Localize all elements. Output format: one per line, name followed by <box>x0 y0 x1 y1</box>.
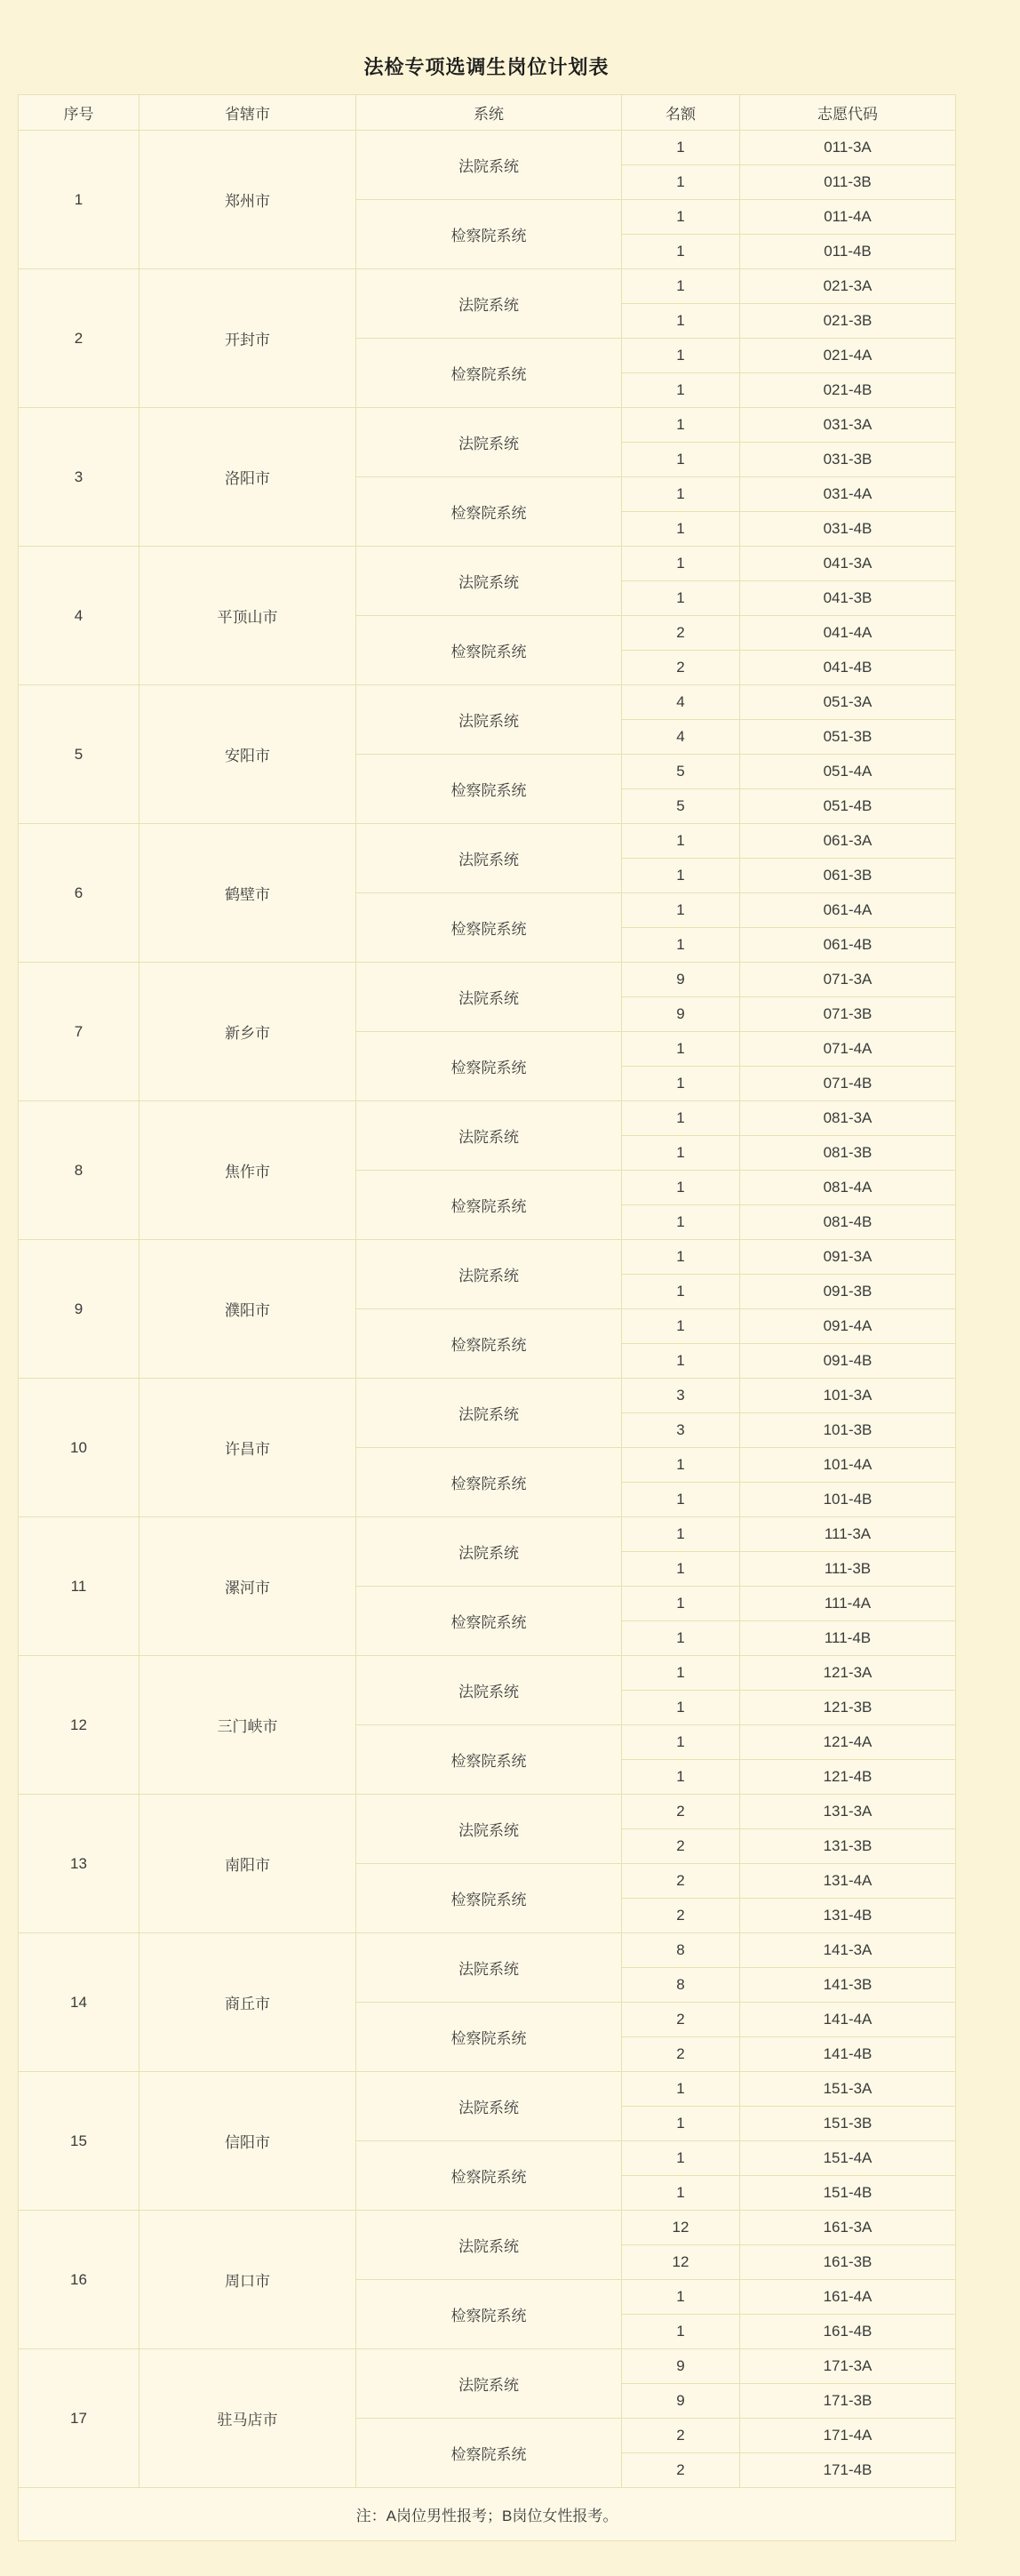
city-cell: 三门峡市 <box>139 1656 356 1795</box>
serial-cell: 11 <box>19 1517 139 1656</box>
quota-cell: 2 <box>622 2003 740 2037</box>
city-cell: 周口市 <box>139 2211 356 2349</box>
code-cell: 171-3A <box>740 2349 956 2384</box>
code-cell: 061-3A <box>740 824 956 859</box>
code-cell: 151-3A <box>740 2072 956 2107</box>
serial-cell: 13 <box>19 1795 139 1933</box>
quota-cell: 1 <box>622 893 740 928</box>
system-cell: 法院系统 <box>356 963 622 1032</box>
data-row <box>19 963 956 997</box>
system-cell: 检察院系统 <box>356 1309 622 1379</box>
city-cell: 安阳市 <box>139 685 356 824</box>
quota-cell: 2 <box>622 1864 740 1899</box>
code-cell: 101-3A <box>740 1379 956 1413</box>
system-cell: 法院系统 <box>356 1656 622 1725</box>
quota-cell: 1 <box>622 1136 740 1171</box>
city-cell: 濮阳市 <box>139 1240 356 1379</box>
code-cell: 011-3B <box>740 165 956 200</box>
header-row <box>19 95 956 131</box>
system-cell: 法院系统 <box>356 1517 622 1587</box>
city-cell: 平顶山市 <box>139 547 356 685</box>
quota-cell: 8 <box>622 1933 740 1968</box>
city-cell: 开封市 <box>139 269 356 408</box>
code-cell: 061-4A <box>740 893 956 928</box>
code-cell: 141-4A <box>740 2003 956 2037</box>
code-cell: 031-3A <box>740 408 956 443</box>
quota-cell: 1 <box>622 1725 740 1760</box>
quota-cell: 1 <box>622 1448 740 1483</box>
code-cell: 021-4B <box>740 373 956 408</box>
code-cell: 041-4B <box>740 651 956 685</box>
serial-cell: 5 <box>19 685 139 824</box>
code-cell: 091-3A <box>740 1240 956 1275</box>
quota-cell: 2 <box>622 1829 740 1864</box>
system-cell: 法院系统 <box>356 1240 622 1309</box>
quota-cell: 1 <box>622 1656 740 1691</box>
quota-cell: 1 <box>622 824 740 859</box>
code-cell: 161-4B <box>740 2315 956 2349</box>
data-row <box>19 1517 956 1552</box>
quota-cell: 5 <box>622 755 740 789</box>
system-cell: 检察院系统 <box>356 755 622 824</box>
city-cell: 新乡市 <box>139 963 356 1101</box>
code-cell: 131-4A <box>740 1864 956 1899</box>
quota-cell: 1 <box>622 2141 740 2176</box>
code-cell: 151-3B <box>740 2107 956 2141</box>
code-cell: 021-3A <box>740 269 956 304</box>
col-header-quota: 名额 <box>622 95 740 131</box>
data-row <box>19 1240 956 1275</box>
data-row <box>19 2211 956 2245</box>
quota-cell: 1 <box>622 512 740 547</box>
quota-cell: 2 <box>622 2453 740 2488</box>
quota-cell: 1 <box>622 2107 740 2141</box>
system-cell: 法院系统 <box>356 824 622 893</box>
code-cell: 061-4B <box>740 928 956 963</box>
code-cell: 091-4A <box>740 1309 956 1344</box>
quota-cell: 1 <box>622 165 740 200</box>
code-cell: 111-3A <box>740 1517 956 1552</box>
code-cell: 151-4B <box>740 2176 956 2211</box>
quota-cell: 1 <box>622 1760 740 1795</box>
system-cell: 法院系统 <box>356 685 622 755</box>
serial-cell: 4 <box>19 547 139 685</box>
system-cell: 检察院系统 <box>356 893 622 963</box>
code-cell: 031-4A <box>740 477 956 512</box>
code-cell: 021-4A <box>740 339 956 373</box>
quota-cell: 1 <box>622 1275 740 1309</box>
code-cell: 111-3B <box>740 1552 956 1587</box>
code-cell: 141-4B <box>740 2037 956 2072</box>
quota-cell: 1 <box>622 235 740 269</box>
system-cell: 检察院系统 <box>356 1864 622 1933</box>
data-row <box>19 131 956 165</box>
serial-cell: 9 <box>19 1240 139 1379</box>
code-cell: 081-4B <box>740 1205 956 1240</box>
code-cell: 141-3B <box>740 1968 956 2003</box>
code-cell: 101-3B <box>740 1413 956 1448</box>
data-row <box>19 685 956 720</box>
data-row <box>19 1379 956 1413</box>
system-cell: 检察院系统 <box>356 339 622 408</box>
data-row <box>19 1101 956 1136</box>
quota-cell: 1 <box>622 131 740 165</box>
quota-cell: 2 <box>622 1899 740 1933</box>
system-cell: 法院系统 <box>356 408 622 477</box>
system-cell: 检察院系统 <box>356 2419 622 2488</box>
code-cell: 091-4B <box>740 1344 956 1379</box>
data-row <box>19 1656 956 1691</box>
quota-cell: 1 <box>622 547 740 581</box>
quota-cell: 3 <box>622 1413 740 1448</box>
serial-cell: 3 <box>19 408 139 547</box>
quota-cell: 1 <box>622 581 740 616</box>
quota-cell: 1 <box>622 1587 740 1621</box>
code-cell: 051-4A <box>740 755 956 789</box>
code-cell: 051-3A <box>740 685 956 720</box>
quota-cell: 1 <box>622 928 740 963</box>
quota-cell: 4 <box>622 685 740 720</box>
system-cell: 法院系统 <box>356 131 622 200</box>
city-cell: 驻马店市 <box>139 2349 356 2488</box>
quota-cell: 1 <box>622 1344 740 1379</box>
data-row <box>19 1795 956 1829</box>
quota-cell: 5 <box>622 789 740 824</box>
serial-cell: 12 <box>19 1656 139 1795</box>
code-cell: 131-4B <box>740 1899 956 1933</box>
code-cell: 041-3B <box>740 581 956 616</box>
col-header-system: 系统 <box>356 95 622 131</box>
system-cell: 检察院系统 <box>356 2141 622 2211</box>
quota-cell: 1 <box>622 1032 740 1067</box>
code-cell: 041-4A <box>740 616 956 651</box>
quota-cell: 2 <box>622 616 740 651</box>
quota-cell: 1 <box>622 1552 740 1587</box>
quota-cell: 1 <box>622 304 740 339</box>
note-row <box>19 2488 956 2541</box>
quota-cell: 1 <box>622 1309 740 1344</box>
quota-cell: 1 <box>622 373 740 408</box>
col-header-serial: 序号 <box>19 95 139 131</box>
code-cell: 081-4A <box>740 1171 956 1205</box>
quota-cell: 1 <box>622 1240 740 1275</box>
code-cell: 121-3A <box>740 1656 956 1691</box>
quota-cell: 2 <box>622 2419 740 2453</box>
quota-cell: 1 <box>622 1101 740 1136</box>
code-cell: 101-4B <box>740 1483 956 1517</box>
system-cell: 检察院系统 <box>356 1171 622 1240</box>
quota-cell: 1 <box>622 1067 740 1101</box>
city-cell: 信阳市 <box>139 2072 356 2211</box>
code-cell: 091-3B <box>740 1275 956 1309</box>
serial-cell: 17 <box>19 2349 139 2488</box>
system-cell: 法院系统 <box>356 2072 622 2141</box>
code-cell: 171-4A <box>740 2419 956 2453</box>
code-cell: 151-4A <box>740 2141 956 2176</box>
code-cell: 051-4B <box>740 789 956 824</box>
city-cell: 鹤壁市 <box>139 824 356 963</box>
code-cell: 051-3B <box>740 720 956 755</box>
code-cell: 111-4B <box>740 1621 956 1656</box>
code-cell: 031-4B <box>740 512 956 547</box>
code-cell: 121-4B <box>740 1760 956 1795</box>
serial-cell: 16 <box>19 2211 139 2349</box>
code-cell: 101-4A <box>740 1448 956 1483</box>
serial-cell: 1 <box>19 131 139 269</box>
quota-cell: 3 <box>622 1379 740 1413</box>
code-cell: 131-3B <box>740 1829 956 1864</box>
code-cell: 121-3B <box>740 1691 956 1725</box>
system-cell: 法院系统 <box>356 2211 622 2280</box>
serial-cell: 6 <box>19 824 139 963</box>
quota-cell: 2 <box>622 2037 740 2072</box>
code-cell: 071-4A <box>740 1032 956 1067</box>
code-cell: 161-4A <box>740 2280 956 2315</box>
code-cell: 161-3A <box>740 2211 956 2245</box>
code-cell: 011-3A <box>740 131 956 165</box>
system-cell: 检察院系统 <box>356 200 622 269</box>
quota-cell: 9 <box>622 963 740 997</box>
code-cell: 071-4B <box>740 1067 956 1101</box>
position-plan-table <box>18 94 956 2541</box>
city-cell: 南阳市 <box>139 1795 356 1933</box>
quota-cell: 1 <box>622 2072 740 2107</box>
quota-cell: 9 <box>622 997 740 1032</box>
data-row <box>19 408 956 443</box>
system-cell: 检察院系统 <box>356 1032 622 1101</box>
quota-cell: 2 <box>622 1795 740 1829</box>
code-cell: 061-3B <box>740 859 956 893</box>
quota-cell: 8 <box>622 1968 740 2003</box>
city-cell: 商丘市 <box>139 1933 356 2072</box>
code-cell: 161-3B <box>740 2245 956 2280</box>
system-cell: 法院系统 <box>356 269 622 339</box>
note-cell: 注：A岗位男性报考；B岗位女性报考。 <box>19 2488 956 2541</box>
quota-cell: 12 <box>622 2211 740 2245</box>
city-cell: 焦作市 <box>139 1101 356 1240</box>
serial-cell: 10 <box>19 1379 139 1517</box>
quota-cell: 1 <box>622 1517 740 1552</box>
code-cell: 171-4B <box>740 2453 956 2488</box>
system-cell: 检察院系统 <box>356 477 622 547</box>
quota-cell: 1 <box>622 443 740 477</box>
system-cell: 检察院系统 <box>356 2003 622 2072</box>
code-cell: 011-4A <box>740 200 956 235</box>
system-cell: 法院系统 <box>356 2349 622 2419</box>
code-cell: 081-3A <box>740 1101 956 1136</box>
system-cell: 法院系统 <box>356 1933 622 2003</box>
data-row <box>19 824 956 859</box>
code-cell: 121-4A <box>740 1725 956 1760</box>
code-cell: 081-3B <box>740 1136 956 1171</box>
page-title: 法检专项选调生岗位计划表 <box>363 56 610 78</box>
data-row <box>19 1933 956 1968</box>
quota-cell: 1 <box>622 477 740 512</box>
quota-cell: 1 <box>622 269 740 304</box>
system-cell: 法院系统 <box>356 547 622 616</box>
system-cell: 检察院系统 <box>356 1587 622 1656</box>
quota-cell: 9 <box>622 2384 740 2419</box>
quota-cell: 1 <box>622 408 740 443</box>
col-header-code: 志愿代码 <box>740 95 956 131</box>
quota-cell: 1 <box>622 859 740 893</box>
quota-cell: 4 <box>622 720 740 755</box>
city-cell: 洛阳市 <box>139 408 356 547</box>
code-cell: 071-3A <box>740 963 956 997</box>
quota-cell: 9 <box>622 2349 740 2384</box>
quota-cell: 1 <box>622 200 740 235</box>
city-cell: 郑州市 <box>139 131 356 269</box>
system-cell: 检察院系统 <box>356 1725 622 1795</box>
code-cell: 141-3A <box>740 1933 956 1968</box>
data-row <box>19 547 956 581</box>
quota-cell: 1 <box>622 1621 740 1656</box>
quota-cell: 1 <box>622 1205 740 1240</box>
system-cell: 法院系统 <box>356 1379 622 1448</box>
quota-cell: 1 <box>622 2280 740 2315</box>
col-header-city: 省辖市 <box>139 95 356 131</box>
quota-cell: 1 <box>622 2315 740 2349</box>
serial-cell: 15 <box>19 2072 139 2211</box>
code-cell: 131-3A <box>740 1795 956 1829</box>
code-cell: 021-3B <box>740 304 956 339</box>
serial-cell: 8 <box>19 1101 139 1240</box>
system-cell: 检察院系统 <box>356 1448 622 1517</box>
serial-cell: 2 <box>19 269 139 408</box>
data-row <box>19 2349 956 2384</box>
system-cell: 检察院系统 <box>356 616 622 685</box>
code-cell: 171-3B <box>740 2384 956 2419</box>
code-cell: 031-3B <box>740 443 956 477</box>
quota-cell: 1 <box>622 339 740 373</box>
city-cell: 许昌市 <box>139 1379 356 1517</box>
quota-cell: 1 <box>622 1483 740 1517</box>
quota-cell: 2 <box>622 651 740 685</box>
system-cell: 法院系统 <box>356 1795 622 1864</box>
code-cell: 111-4A <box>740 1587 956 1621</box>
quota-cell: 1 <box>622 2176 740 2211</box>
data-row <box>19 269 956 304</box>
system-cell: 检察院系统 <box>356 2280 622 2349</box>
code-cell: 071-3B <box>740 997 956 1032</box>
data-row <box>19 2072 956 2107</box>
quota-cell: 1 <box>622 1171 740 1205</box>
serial-cell: 14 <box>19 1933 139 2072</box>
code-cell: 011-4B <box>740 235 956 269</box>
quota-cell: 1 <box>622 1691 740 1725</box>
system-cell: 法院系统 <box>356 1101 622 1171</box>
city-cell: 漯河市 <box>139 1517 356 1656</box>
serial-cell: 7 <box>19 963 139 1101</box>
code-cell: 041-3A <box>740 547 956 581</box>
quota-cell: 12 <box>622 2245 740 2280</box>
